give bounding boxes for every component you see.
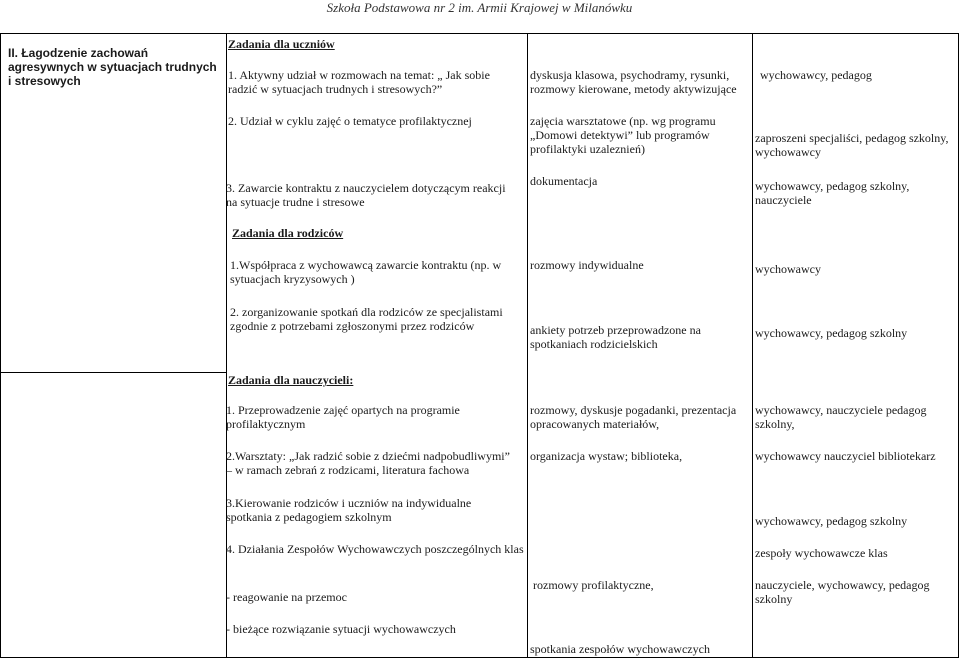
parents-method-1: rozmowy indywidualne [530,258,644,272]
table-bottom-border [0,657,959,658]
table-left-border [0,33,1,658]
teachers-resp-3: wychowawcy, pedagog szkolny [755,514,908,528]
teachers-method-1: rozmowy, dyskusje pogadanki, prezentacja opracowanych materiałów, [530,403,737,431]
students-resp-1: wychowawcy, pedagog [760,68,872,82]
teachers-resp-4: zespoły wychowawcze klas [755,546,888,560]
teachers-method-6: spotkania zespołów wychowawczych [530,642,710,656]
table-top-border [0,33,959,34]
parents-resp-1: wychowawcy [755,262,821,276]
students-method-3: dokumentacja [530,174,598,188]
teachers-task-5: - reagowanie na przemoc [226,590,347,604]
parents-task-2: 2. zorganizowanie spotkań dla rodziców ze specjalistami zgodnie z potrzebami zgłoszonymi przez rodziców [230,305,503,333]
teachers-resp-1: wychowawcy, nauczyciele pedagog szkolny, [755,403,927,431]
students-task-1: 1. Aktywny udział w rozmowach na temat: „ Jak sobie radzić w sytuacjach trudnych i stresowych?” [228,68,490,96]
parents-heading: Zadania dla rodziców [232,226,344,240]
teachers-task-1: 1. Przeprowadzenie zajęć opartych na programie profilaktycznym [226,403,460,431]
teachers-heading: Zadania dla nauczycieli: [228,373,354,387]
table-col-divider-2 [527,33,528,658]
teachers-method-2: organizacja wystaw; biblioteka, [530,449,683,463]
parents-resp-2: wychowawcy, pedagog szkolny [755,326,908,340]
teachers-task-4: 4. Działania Zespołów Wychowawczych poszczególnych klas [226,542,524,556]
parents-task-1: 1.Współpraca z wychowawcą zawarcie kontraktu (np. w sytuacjach kryzysowych ) [230,258,502,286]
table-col-divider-1 [226,33,227,658]
students-method-1: dyskusja klasowa, psychodramy, rysunki, rozmowy kierowane, metody aktywizujące [530,68,737,96]
students-resp-2: zaproszeni specjaliści, pedagog szkolny, wychowawcy [755,131,949,159]
teachers-task-2a: 2.Warsztaty: „Jak radzić sobie z dziećmi nadpobudliwymi” [226,449,510,463]
teachers-task-2b: – w ramach zebrań z rodzicami, literatura fachowa [226,463,470,477]
students-method-2: zajęcia warsztatowe (np. wg programu „Domowi detektywi” lub programów profilaktyki uzaleznień) [530,114,716,156]
parents-method-2: ankiety potrzeb przeprowadzone na spotkaniach rodzicielskich [530,323,701,351]
teachers-task-3: 3.Kierowanie rodziców i uczniów na indywidualne spotkania z pedagogiem szkolnym [226,496,472,524]
teachers-resp-2: wychowawcy nauczyciel bibliotekarz [755,449,936,463]
students-task-3: 3. Zawarcie kontraktu z nauczycielem dotyczącym reakcji na sytuacje trudne i stresowe [226,181,506,209]
teachers-task-6: - bieżące rozwiązanie sytuacji wychowawczych [226,622,456,636]
page-header: Szkoła Podstawowa nr 2 im. Armii Krajowej w Milanówku [326,0,633,15]
students-task-2: 2. Udział w cyklu zajęć o tematyce profilaktycznej [228,114,472,128]
teachers-method-5: rozmowy profilaktyczne, [533,578,654,592]
section-title: II. Łagodzenie zachowań agresywnych w sytuacjach trudnych i stresowych [8,46,217,88]
teachers-resp-5: nauczyciele, wychowawcy, pedagog szkolny [755,578,930,606]
table-col-divider-3 [752,33,753,658]
table-divider-row [0,372,226,373]
students-heading: Zadania dla uczniów [228,37,335,51]
students-resp-3: wychowawcy, pedagog szkolny, nauczyciele [755,179,910,207]
